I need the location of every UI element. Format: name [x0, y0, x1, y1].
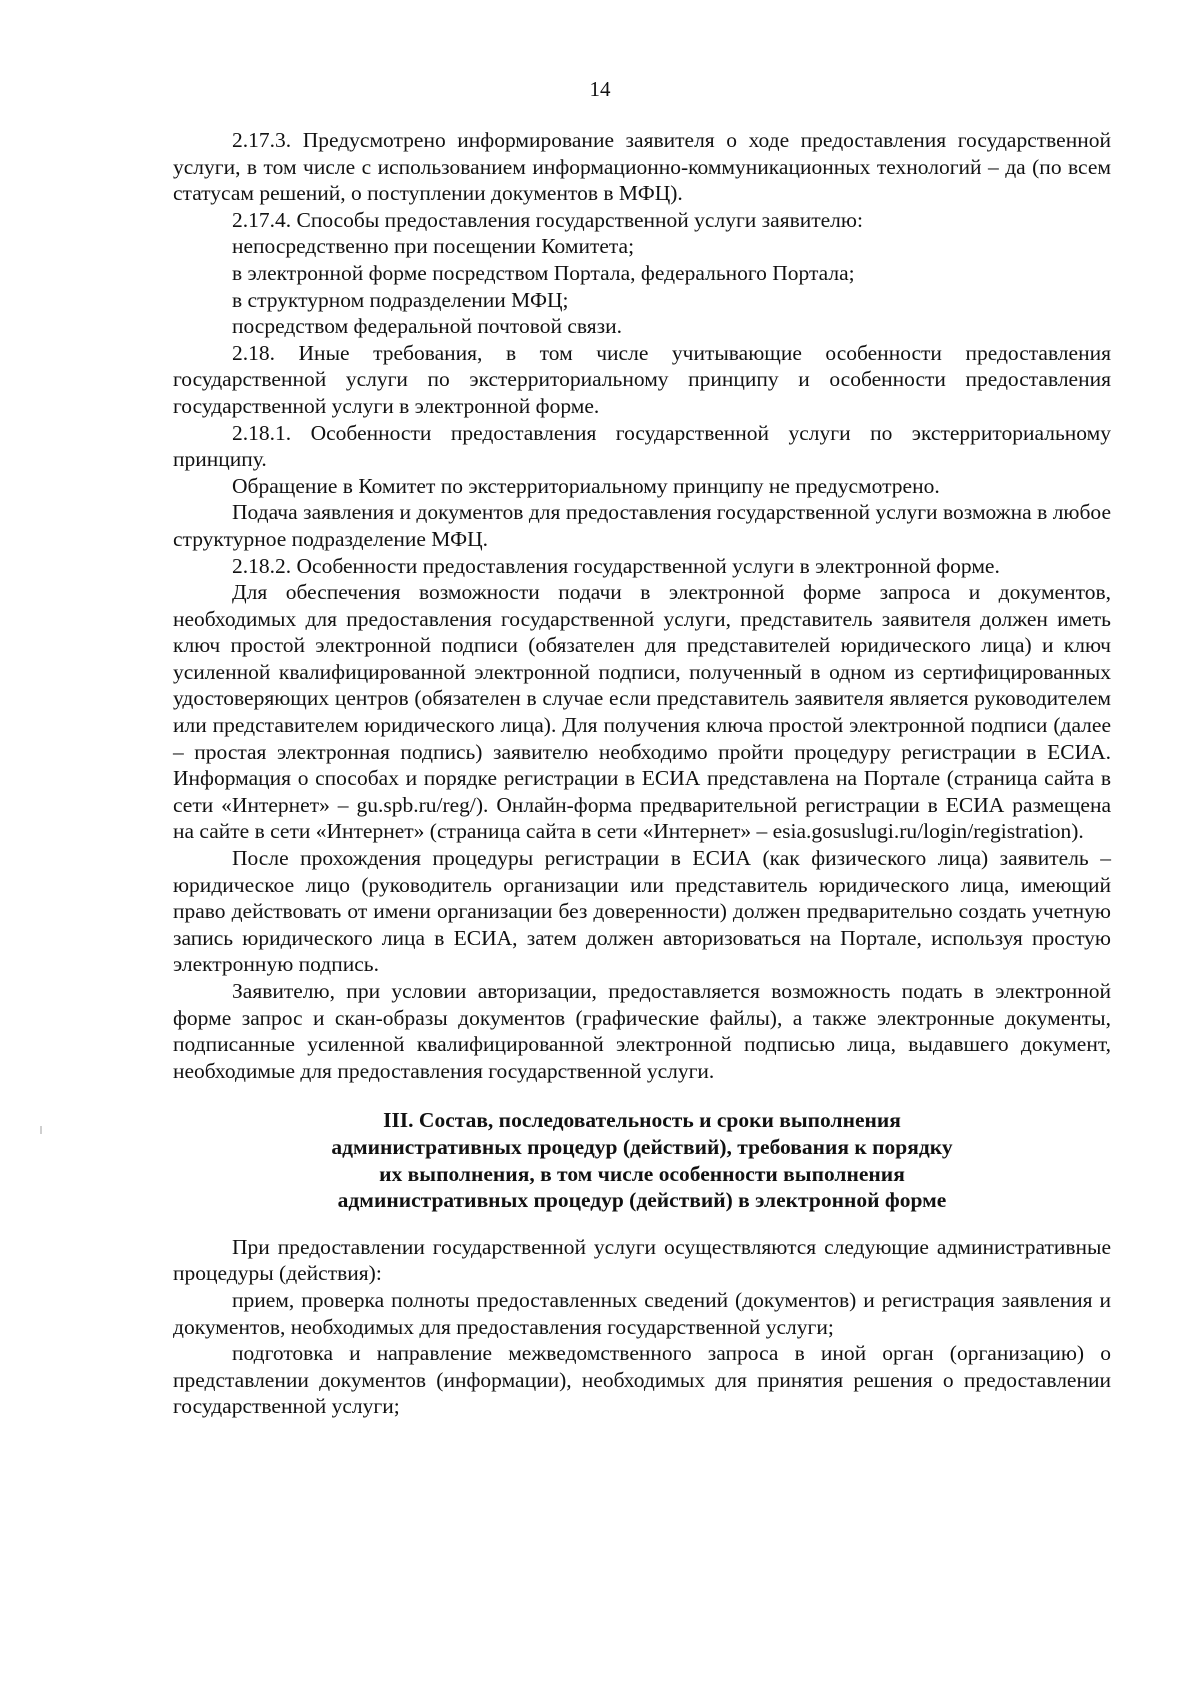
paragraph-2-17-4: 2.17.4. Способы предоставления государственной услуги заявителю:: [232, 207, 863, 232]
section-heading: [173, 1107, 1111, 1213]
section-heading-line-4: административных процедур (действий) в электронной форме: [337, 1188, 947, 1213]
document-body: [173, 127, 1111, 1420]
paragraph-electronic-signature: Для обеспечения возможности подачи в электронной форме запроса и документов, необходимых для предоставления государственной услуги, представитель заявителя должен иметь ключ простой электронной подписи (обязателен для представителей юридического лица) и ключ усиленной квалифицированной электронной подписи, полученный в одном из сертифицированных удостоверяющих центров (обязателен в случае если представитель заявителя является руководителем или представителем юридического лица). Для получения ключа простой электронной подписи (далее – простая электронная подпись) заявителю необходимо пройти процедуру регистрации в ЕСИА. Информация о способах и порядке регистрации в ЕСИА представлена на Портале (страница сайта в сети «Интернет» – gu.spb.ru/reg/). Онлайн-форма предварительной регистрации в ЕСИА размещена на сайте в сети «Интернет» (страница сайта в сети «Интернет» – esia.gosuslugi.ru/login/registration).: [173, 580, 1111, 844]
list-item-mfc: в структурном подразделении МФЦ;: [232, 287, 569, 312]
section-heading-line-2: административных процедур (действий), требования к порядку: [331, 1134, 953, 1159]
scan-speck: [40, 1126, 42, 1134]
section-heading-line-1: III. Состав, последовательность и сроки выполнения: [383, 1108, 901, 1133]
paragraph-2-18-2: 2.18.2. Особенности предоставления государственной услуги в электронной форме.: [232, 553, 1000, 578]
paragraph-2-18-1: 2.18.1. Особенности предоставления государственной услуги по экстерриториальному принципу.: [173, 420, 1111, 472]
paragraph-submission-mfc: Подача заявления и документов для предоставления государственной услуги возможна в любое структурное подразделение МФЦ.: [173, 500, 1111, 551]
paragraph-procedures-intro: При предоставлении государственной услуги осуществляются следующие административные процедуры (действия):: [173, 1234, 1111, 1286]
paragraph-2-18: 2.18. Иные требования, в том числе учитывающие особенности предоставления государственной услуги по экстерриториальному принципу и особенности предоставления государственной услуги в электронной форме.: [173, 340, 1111, 418]
paragraph-extraterritorial-not-provided: Обращение в Комитет по экстерриториальному принципу не предусмотрено.: [232, 473, 940, 498]
section-heading-line-3: их выполнения, в том числе особенности выполнения: [379, 1161, 905, 1186]
page-number: 14: [589, 77, 611, 101]
paragraph-2-17-3: 2.17.3. Предусмотрено информирование заявителя о ходе предоставления государственной услуги, в том числе с использованием информационно-коммуникационных технологий – да (по всем статусам решений, о поступлении документов в МФЦ).: [173, 128, 1111, 206]
paragraph-authorization: Заявителю, при условии авторизации, предоставляется возможность подать в электронной форме запрос и скан-образы документов (графические файлы), а также электронные документы, подписанные усиленной квалифицированной электронной подписью лица, выдавшего документ, необходимые для предоставления государственной услуги.: [173, 979, 1111, 1083]
list-item-committee: непосредственно при посещении Комитета;: [232, 234, 635, 259]
paragraph-esia-registration: После прохождения процедуры регистрации в ЕСИА (как физического лица) заявитель – юридическое лицо (руководитель организации или представитель юридического лица, имеющий право действовать от имени организации без доверенности) должен предварительно создать учетную запись юридического лица в ЕСИА, затем должен авторизоваться на Портале, используя простую электронную подпись.: [173, 846, 1111, 977]
list-item-reception: прием, проверка полноты предоставленных сведений (документов) и регистрация заявления и документов, необходимых для предоставления государственной услуги;: [173, 1287, 1111, 1339]
list-item-interagency-request: подготовка и направление межведомственного запроса в иной орган (организацию) о представлении документов (информации), необходимых для принятия решения о предоставлении государственной услуги;: [173, 1341, 1111, 1419]
list-item-electronic: в электронной форме посредством Портала, федерального Портала;: [232, 260, 855, 285]
list-item-post: посредством федеральной почтовой связи.: [232, 314, 623, 339]
